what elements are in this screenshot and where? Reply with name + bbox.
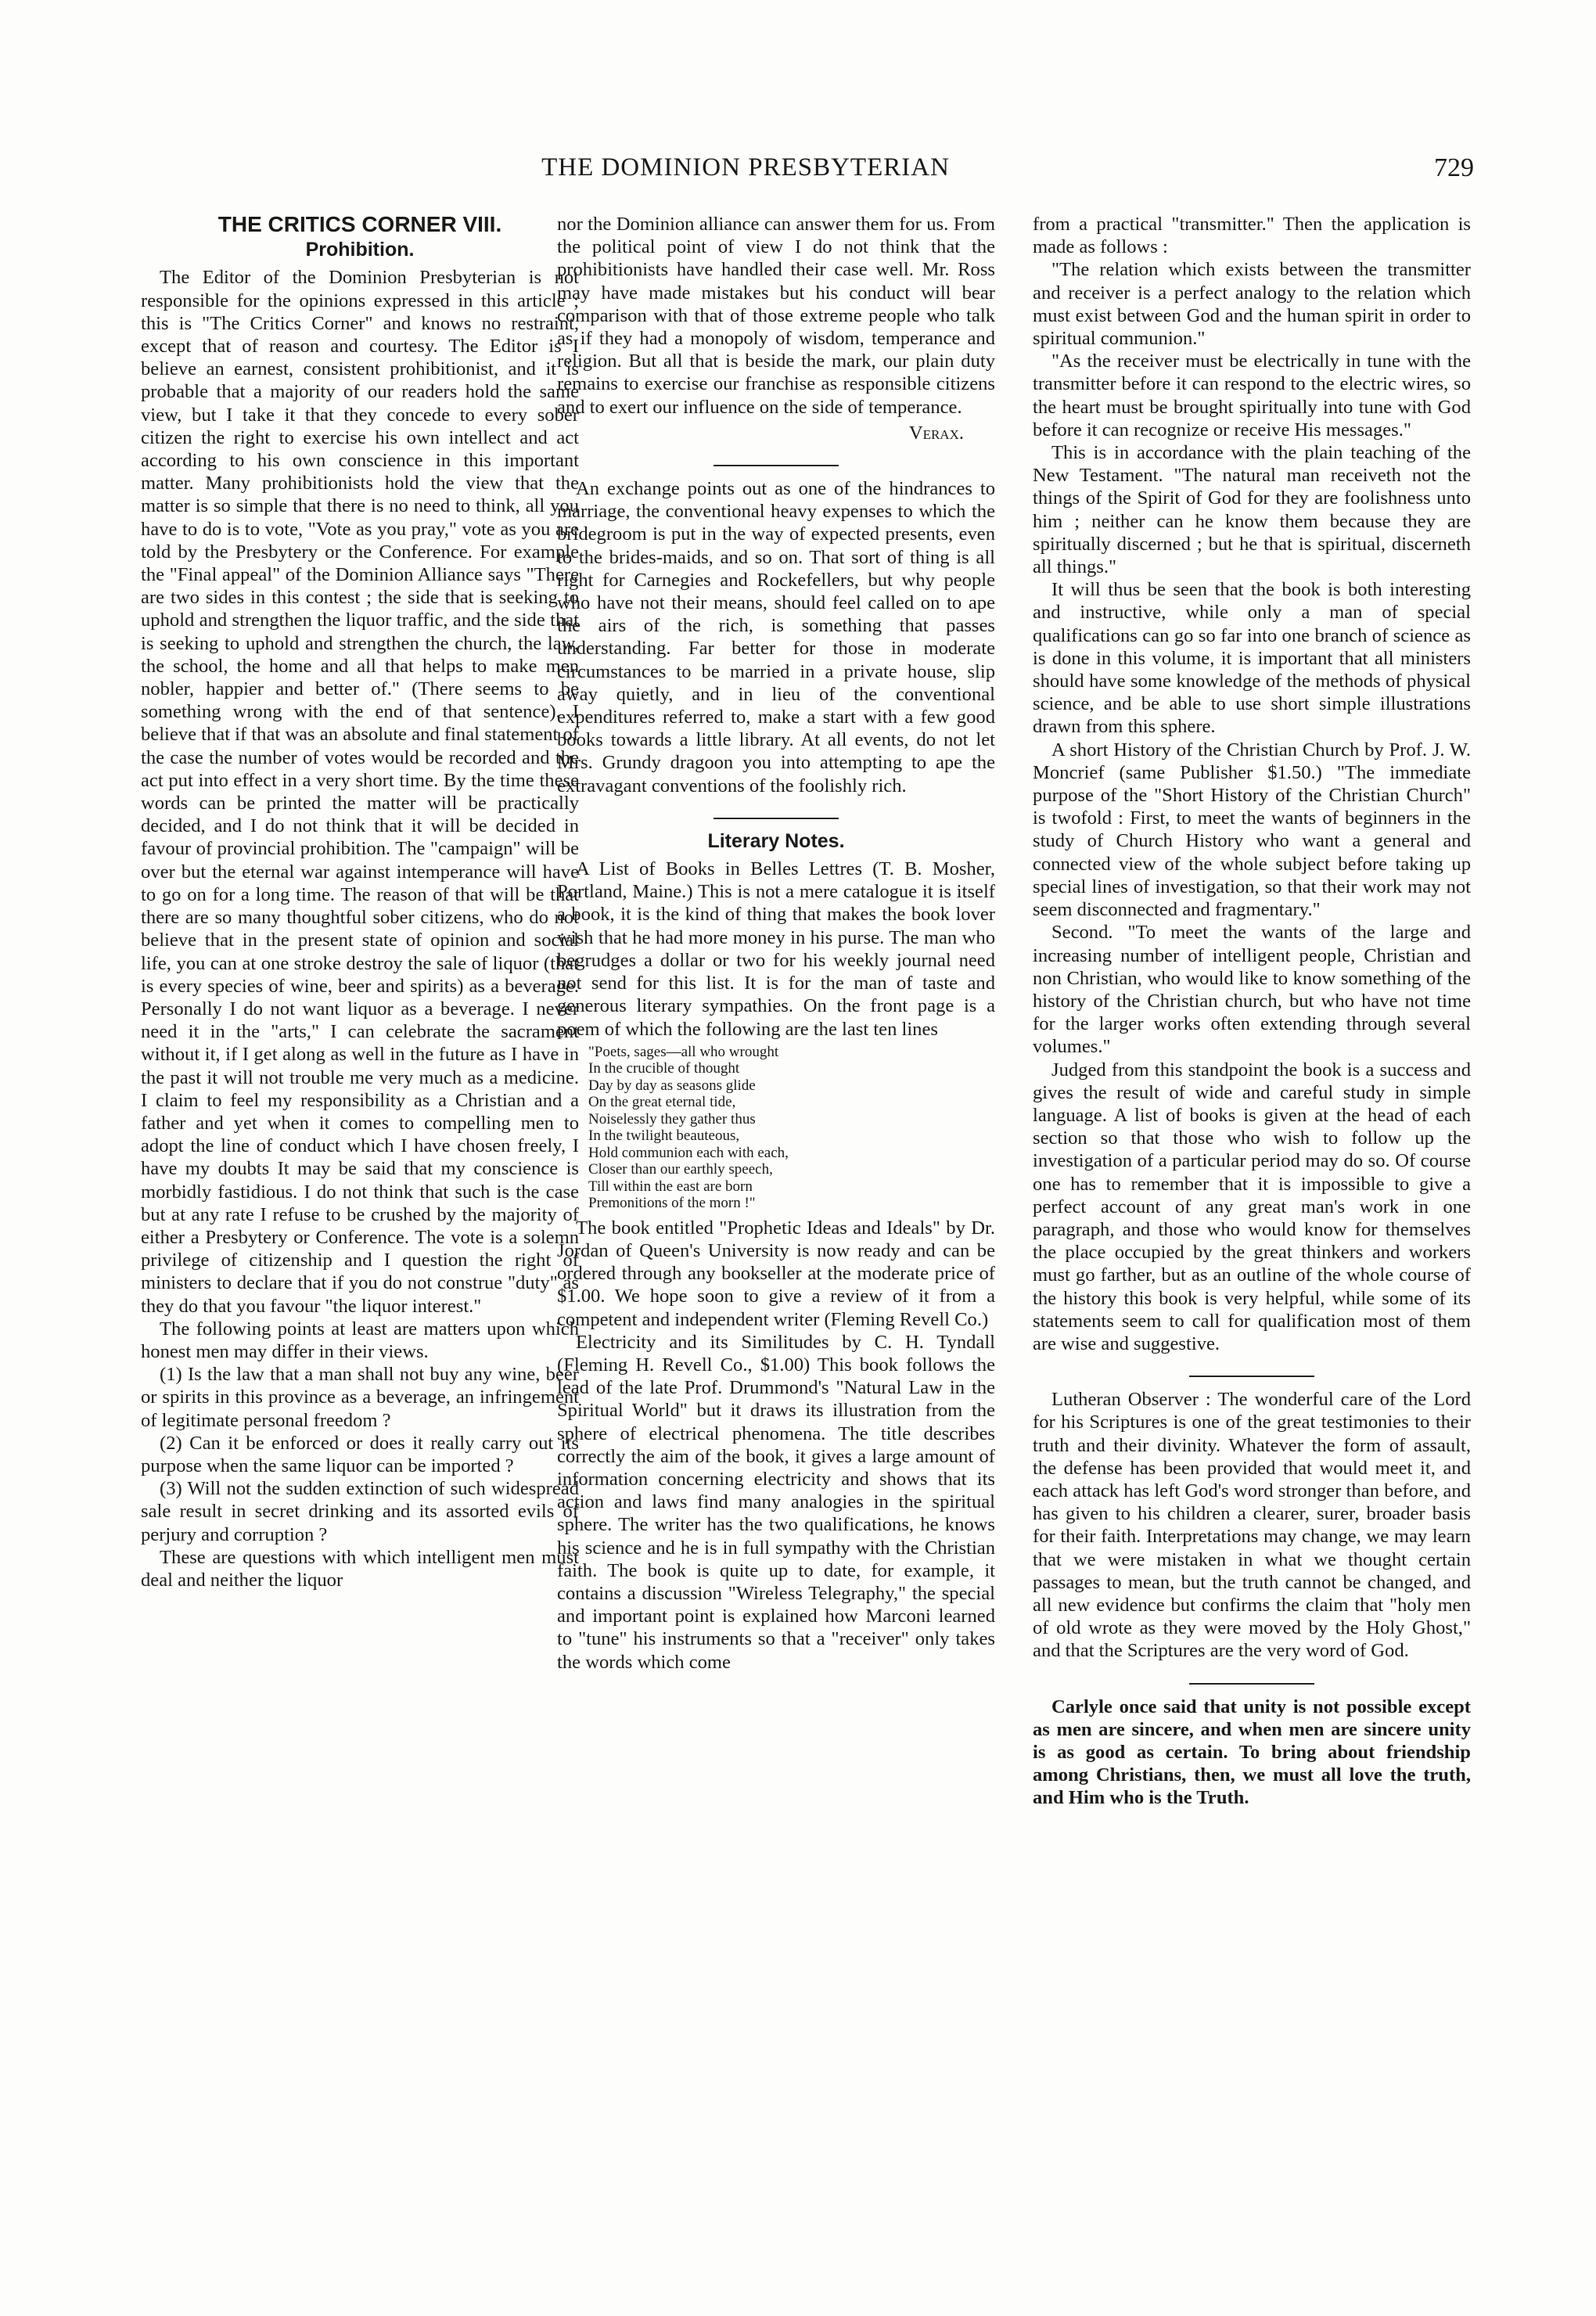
section-divider: [1033, 1363, 1471, 1374]
section-divider: [1033, 1670, 1471, 1681]
electricity-paragraph: Electricity and its Similitudes by C. H. Tyndall (Fleming H. Revell Co., $1.00) This book follows the lead of the late Prof. Drummond's "Natural Law in the Spiritual World" but it draws its illustration from the sphere of electrical phenomena. The title describes correctly the aim of the book, it gives a large amount of information concerning electricity and shows that its action and laws find many analogies in the spiritual sphere. The writer has the two qualifications, he knows his science and he is in full sympathy with the Christian faith. The book is quite up to date, for example, it contains a discussion "Wireless Telegraphy," the special and important point is explained how Marconi learned to "tune" his instruments so that a "receiver" only takes the words which come: [557, 1331, 995, 1673]
page-header: [0, 153, 1596, 192]
poem-line: Till within the east are born: [588, 1178, 753, 1195]
literary-notes-title: Literary Notes.: [707, 829, 845, 852]
literary-intro-paragraph: A List of Books in Belles Lettres (T. B. Mosher, Portland, Maine.) This is not a mere catalogue it is itself a book, it is the kind of thing that makes the book lover wish that he had more money in his purse. The man who begrudges a dollar or two for his weekly journal need not send for this list. It is for the man of taste and generous literary sympathies. On the front page is a poem of which the following are the last ten lines: [557, 858, 995, 1040]
article-signature: Verax.: [908, 422, 964, 444]
poem-line: Noiselessly they gather thus: [588, 1110, 756, 1127]
column-1: [141, 213, 579, 1591]
quote-paragraph: "As the receiver must be electrically in tune with the transmitter before it can respond to the electric wires, so the heart must be brought spiritually into tune with God before it can recognize or receive His messages.": [1033, 351, 1471, 441]
section-divider: [557, 452, 995, 463]
article-paragraph: (3) Will not the sudden extinction of such widespread sale result in secret drinking and its assorted evils of perjury and corruption ?: [141, 1478, 579, 1545]
masthead-title: THE DOMINION PRESBYTERIAN: [541, 153, 950, 182]
article-title: THE CRITICS CORNER VIII.: [217, 212, 502, 236]
poem-line: Closer than our earthly speech,: [588, 1161, 773, 1178]
church-history-paragraph: A short History of the Christian Church by Prof. J. W. Moncrief (same Publisher $1.50.) "The immediate purpose of the "Short History of the Christian Church" is twofold : First, to meet the wants of beginners in the study of Church History who want a general and connected view of the whole subject before taking up special lines of investigation, so that their work may not seem disconnected and fragmentary.": [1033, 739, 1471, 921]
article-paragraph: (2) Can it be enforced or does it really carry out its purpose when the same liquor can be imported ?: [141, 1432, 579, 1476]
instructive-paragraph: It will thus be seen that the book is both interesting and instructive, while only a man of special qualifications can go so far into one branch of science as is done in this volume, it is important that all ministers should have some knowledge of the methods of physical science, and be able to use short simple illustrations drawn from this sphere.: [1033, 579, 1471, 738]
poem-line: "Poets, sages—all who wrought: [588, 1043, 779, 1060]
article-paragraph: The following points at least are matters upon which honest men may differ in their views.: [141, 1318, 579, 1362]
column-2: [557, 213, 995, 1674]
prophetic-ideas-paragraph: The book entitled "Prophetic Ideas and Ideals" by Dr. Jordan of Queen's University is now ready and can be ordered through any bookseller at the moderate price of $1.00. We hope soon to give a review of it from a competent and independent writer (Fleming Revell Co.): [557, 1217, 995, 1330]
article-subtitle: Prohibition.: [305, 239, 415, 261]
carlyle-paragraph: Carlyle once said that unity is not possible except as men are sincere, and when men are sincere unity is as good as certain. To bring about friendship among Christians, then, we must all love the truth, and Him who is the Truth.: [1033, 1696, 1471, 1809]
article-paragraph: These are questions with which intelligent men must deal and neither the liquor: [141, 1546, 579, 1591]
quote-paragraph: "The relation which exists between the transmitter and receiver is a perfect analogy to the relation which must exist between God and the human spirit in order to spiritual communion.": [1033, 259, 1471, 350]
poem-line: In the crucible of thought: [588, 1060, 740, 1077]
poem-line: On the great eternal tide,: [588, 1094, 736, 1111]
electricity-continued: from a practical "transmitter." Then the application is made as follows :: [1033, 214, 1471, 258]
accordance-paragraph: This is in accordance with the plain teaching of the New Testament. "The natural man receiveth not the things of the Spirit of God for they are foolishness unto him ; neither can he know them because they are spiritually discerned ; but he that is spiritual, discerneth all things.": [1033, 442, 1471, 578]
poem-block: [588, 1044, 995, 1212]
lutheran-observer-paragraph: Lutheran Observer : The wonderful care of the Lord for his Scriptures is one of the great testimonies to their truth and their divinity. Whatever the form of assault, the defense has been provided that would meet it, and each attack has left God's word stronger than before, and has given to his children a clearer, surer, broader basis for their faith. Interpretations may change, we may learn that we were mistaken in what we thought certain passages to mean, but the truth cannot be changed, and all new evidence but confirms the claim that "holy men of old wrote as they were moved by the Holy Ghost," and that the Scriptures are the very word of God.: [1033, 1389, 1471, 1662]
article-paragraph: (1) Is the law that a man shall not buy any wine, beer or spirits in this province as a beverage, an infringement of legitimate personal freedom ?: [141, 1364, 579, 1431]
poem-line: Hold communion each with each,: [588, 1144, 789, 1161]
page-number: 729: [1434, 153, 1474, 182]
judged-paragraph: Judged from this standpoint the book is a success and gives the result of wide and careful study in simple language. A list of books is given at the head of each section so that those who wish to follow up the investigation of a particular period may do so. Of course one has to remember that it is impossible to give a perfect account of any great man's work in one paragraph, and those who would know for themselves the place occupied by the great thinkers and workers must go farther, but as an outline of the whole course of the history this book is very helpful, while some of its statements seem to call for qualification most of them are wise and suggestive.: [1033, 1059, 1471, 1354]
article-continued: nor the Dominion alliance can answer them for us. From the political point of view I do not think that the prohibitionists have handled their case well. Mr. Ross may have made mistakes but his conduct will bear comparison with that of those extreme people who talk as if they had a monopoly of wisdom, temperance and religion. But all that is beside the mark, our plain duty remains to exercise our franchise as responsible citizens and to exert our influence on the side of temperance.: [557, 214, 995, 418]
poem-line: Day by day as seasons glide: [588, 1077, 756, 1094]
article-paragraph: The Editor of the Dominion Presbyterian is not responsible for the opinions expressed in this article ; this is "The Critics Corner" and knows no restraint, except that of reason and courtesy. The Editor is I believe an earnest, consistent prohibitionist, and it is probable that a majority of our readers hold the same view, but I take it that they concede to every sober citizen the right to exercise his own intellect and act according to his own conscience in this important matter. Many prohibitionists hold the view that the matter is so simple that there is no need to think, all you have to do is to vote, "Vote as you pray," vote as you are told by the Presbytery or the Conference. For example the "Final appeal" of the Dominion Alliance says "There are two sides in this contest ; the side that is seeking to uphold and strengthen the liquor traffic, and the side that is seeking to uphold and strengthen the church, the law, the school, the home and all that helps to make men nobler, happier and better of." (There seems to be something wrong with the end of that sentence). I believe that if that was an absolute and final statement of the case the number of votes would be recorded and the act put into effect in a very short time. By the time these words can be printed the matter will be practically decided, and I do not think that it will be decided in favour of provincial prohibition. The "campaign" will be over but the eternal war against intemperance will have to go on for a long time. The reason of that will be that there are so many thoughtful sober citizens, who do not believe that in the present state of opinion and social life, you can at one stroke destroy the sale of liquor (that is every species of wine, beer and spirits) as a beverage. Personally I do not want liquor as a beverage. I never need it in the "arts," I can celebrate the sacrament without it, if I get along as well in the future as I have in the past it will not trouble me very much as a medicine. I claim to feel my responsibility as a Christian and a father and yet when it comes to compelling men to adopt the line of conduct which I have chosen freely, I have my doubts It may be said that my conscience is morbidly fastidious. I do not think that such is the case but at any rate I refuse to be crushed by the majority of either a Presbytery or Conference. The vote is a solemn privilege of citizenship and I question the right of ministers to declare that if you do not construe "duty" as they do that you favour "the liquor interest.": [141, 267, 580, 1317]
poem-line: Premonitions of the morn !": [588, 1195, 756, 1212]
exchange-paragraph: An exchange points out as one of the hindrances to marriage, the conventional heavy expenses to which the bridegroom is put in the way of expected presents, even to the brides-maids, and so on. That sort of thing is all right for Carnegies and Rockefellers, but why people who have not their means, should feel called on to ape the airs of the rich, is something that passes understanding. Far better for those in moderate circumstances to be married in a private house, slip away quietly, and in lieu of the conventional expenditures referred to, make a start with a few good books towards a little library. At all events, do not let Mrs. Grundy dragoon you into attempting to ape the extravagant conventions of the foolishly rich.: [557, 478, 995, 797]
column-3: [1033, 213, 1471, 1810]
poem-line: In the twilight beauteous,: [588, 1127, 740, 1145]
section-divider: [557, 805, 995, 816]
second-paragraph: Second. "To meet the wants of the large and increasing number of intelligent people, Christian and non Christian, who would like to know something of the history of the Christian church, but who have not time for the larger works often extending through several volumes.": [1033, 922, 1471, 1058]
